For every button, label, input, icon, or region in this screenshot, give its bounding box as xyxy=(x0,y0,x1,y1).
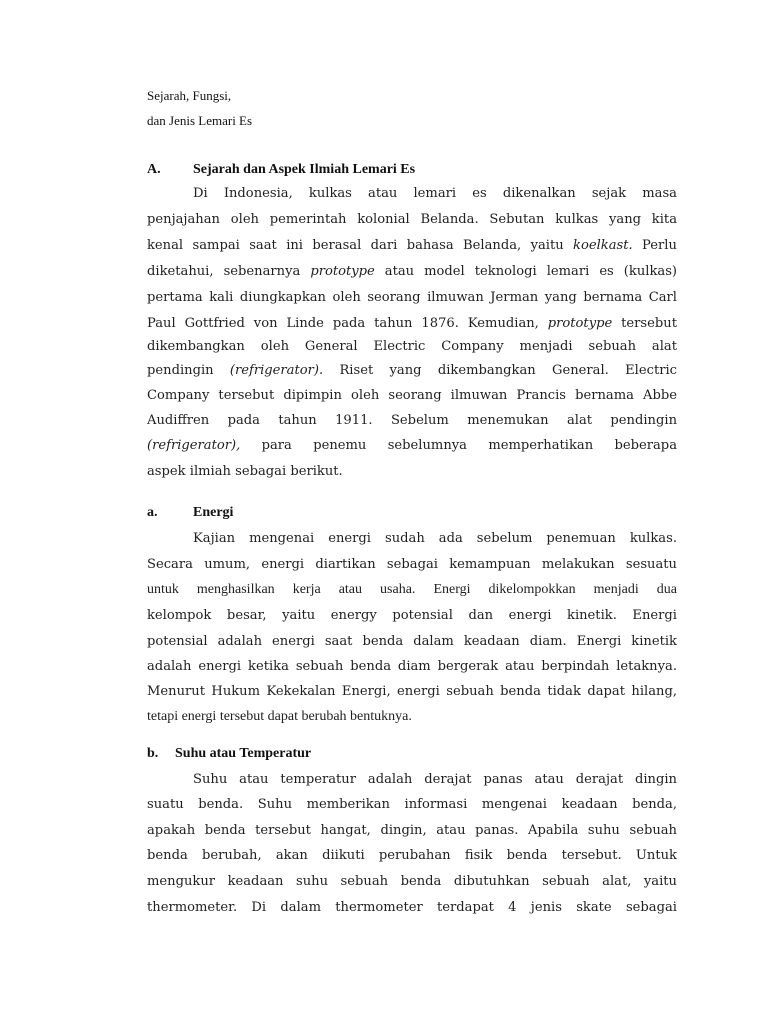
section-a-line-7: dikembangkan oleh General Electric Company menjadi sebuah alat xyxy=(147,339,677,354)
section-suhu-line-3: apakah benda tersebut hangat, dingin, atau panas. Apabila suhu sebuah xyxy=(147,823,677,838)
section-energi-line-3: untuk menghasilkan kerja atau usaha. Energi dikelompokkan menjadi dua xyxy=(147,582,677,597)
section-energi-line-1: Kajian mengenai energi sudah ada sebelum penemuan kulkas. xyxy=(193,531,677,546)
section-b-heading: Suhu atau Temperatur xyxy=(175,746,312,761)
section-a-line-3: kenal sampai saat ini berasal dari bahasa Belanda, yaitu koelkast. Perlu xyxy=(147,238,677,253)
section-energi-line-8: tetapi energi tersebut dapat berubah bentuknya. xyxy=(147,709,412,724)
document-title-line-1: Sejarah, Fungsi, xyxy=(147,88,232,103)
section-a-line-6: Paul Gottfried von Linde pada tahun 1876. Kemudian, prototype tersebut xyxy=(147,316,677,331)
section-a-line-1: Di Indonesia, kulkas atau lemari es dikenalkan sejak masa xyxy=(193,186,677,201)
section-a-marker: A. xyxy=(147,162,161,177)
section-a-line-2: penjajahan oleh pemerintah kolonial Belanda. Sebutan kulkas yang kita xyxy=(147,212,677,227)
section-a-line-11: (refrigerator), para penemu sebelumnya memperhatikan beberapa xyxy=(147,438,677,453)
section-energi-line-6: adalah energi ketika sebuah benda diam bergerak atau berpindah letaknya. xyxy=(147,659,677,674)
section-a-heading: Sejarah dan Aspek Ilmiah Lemari Es xyxy=(193,162,416,177)
section-a-line-10: Audiffren pada tahun 1911. Sebelum menemukan alat pendingin xyxy=(147,413,677,428)
section-suhu-line-5: mengukur keadaan suhu sebuah benda dibutuhkan sebuah alat, yaitu xyxy=(147,874,677,889)
section-a-line-4: diketahui, sebenarnya prototype atau model teknologi lemari es (kulkas) xyxy=(147,264,677,279)
section-a-line-9: Company tersebut dipimpin oleh seorang ilmuwan Prancis bernama Abbe xyxy=(147,388,677,403)
section-b-marker: b. xyxy=(147,746,159,761)
section-suhu-line-1: Suhu atau temperatur adalah derajat panas atau derajat dingin xyxy=(193,772,677,787)
section-a-line-5: pertama kali diungkapkan oleh seorang ilmuwan Jerman yang bernama Carl xyxy=(147,290,677,305)
section-a-energi-heading: Energi xyxy=(193,505,234,520)
section-energi-line-5: potensial adalah energi saat benda dalam keadaan diam. Energi kinetik xyxy=(147,634,677,649)
section-a-energi-marker: a. xyxy=(147,505,158,520)
section-a-line-8: pendingin (refrigerator). Riset yang dikembangkan General. Electric xyxy=(147,363,677,378)
section-energi-line-4: kelompok besar, yaitu energy potensial dan energi kinetik. Energi xyxy=(147,608,677,623)
document-title-line-2: dan Jenis Lemari Es xyxy=(147,113,253,128)
section-suhu-line-4: benda berubah, akan diikuti perubahan fisik benda tersebut. Untuk xyxy=(147,848,677,863)
section-a-line-12: aspek ilmiah sebagai berikut. xyxy=(147,464,343,479)
section-energi-line-2: Secara umum, energi diartikan sebagai kemampuan melakukan sesuatu xyxy=(147,557,677,572)
section-suhu-line-6: thermometer. Di dalam thermometer terdapat 4 jenis skate sebagai xyxy=(147,900,677,915)
section-suhu-line-2: suatu benda. Suhu memberikan informasi mengenai keadaan benda, xyxy=(147,797,677,812)
section-energi-line-7: Menurut Hukum Kekekalan Energi, energi sebuah benda tidak dapat hilang, xyxy=(147,684,677,699)
